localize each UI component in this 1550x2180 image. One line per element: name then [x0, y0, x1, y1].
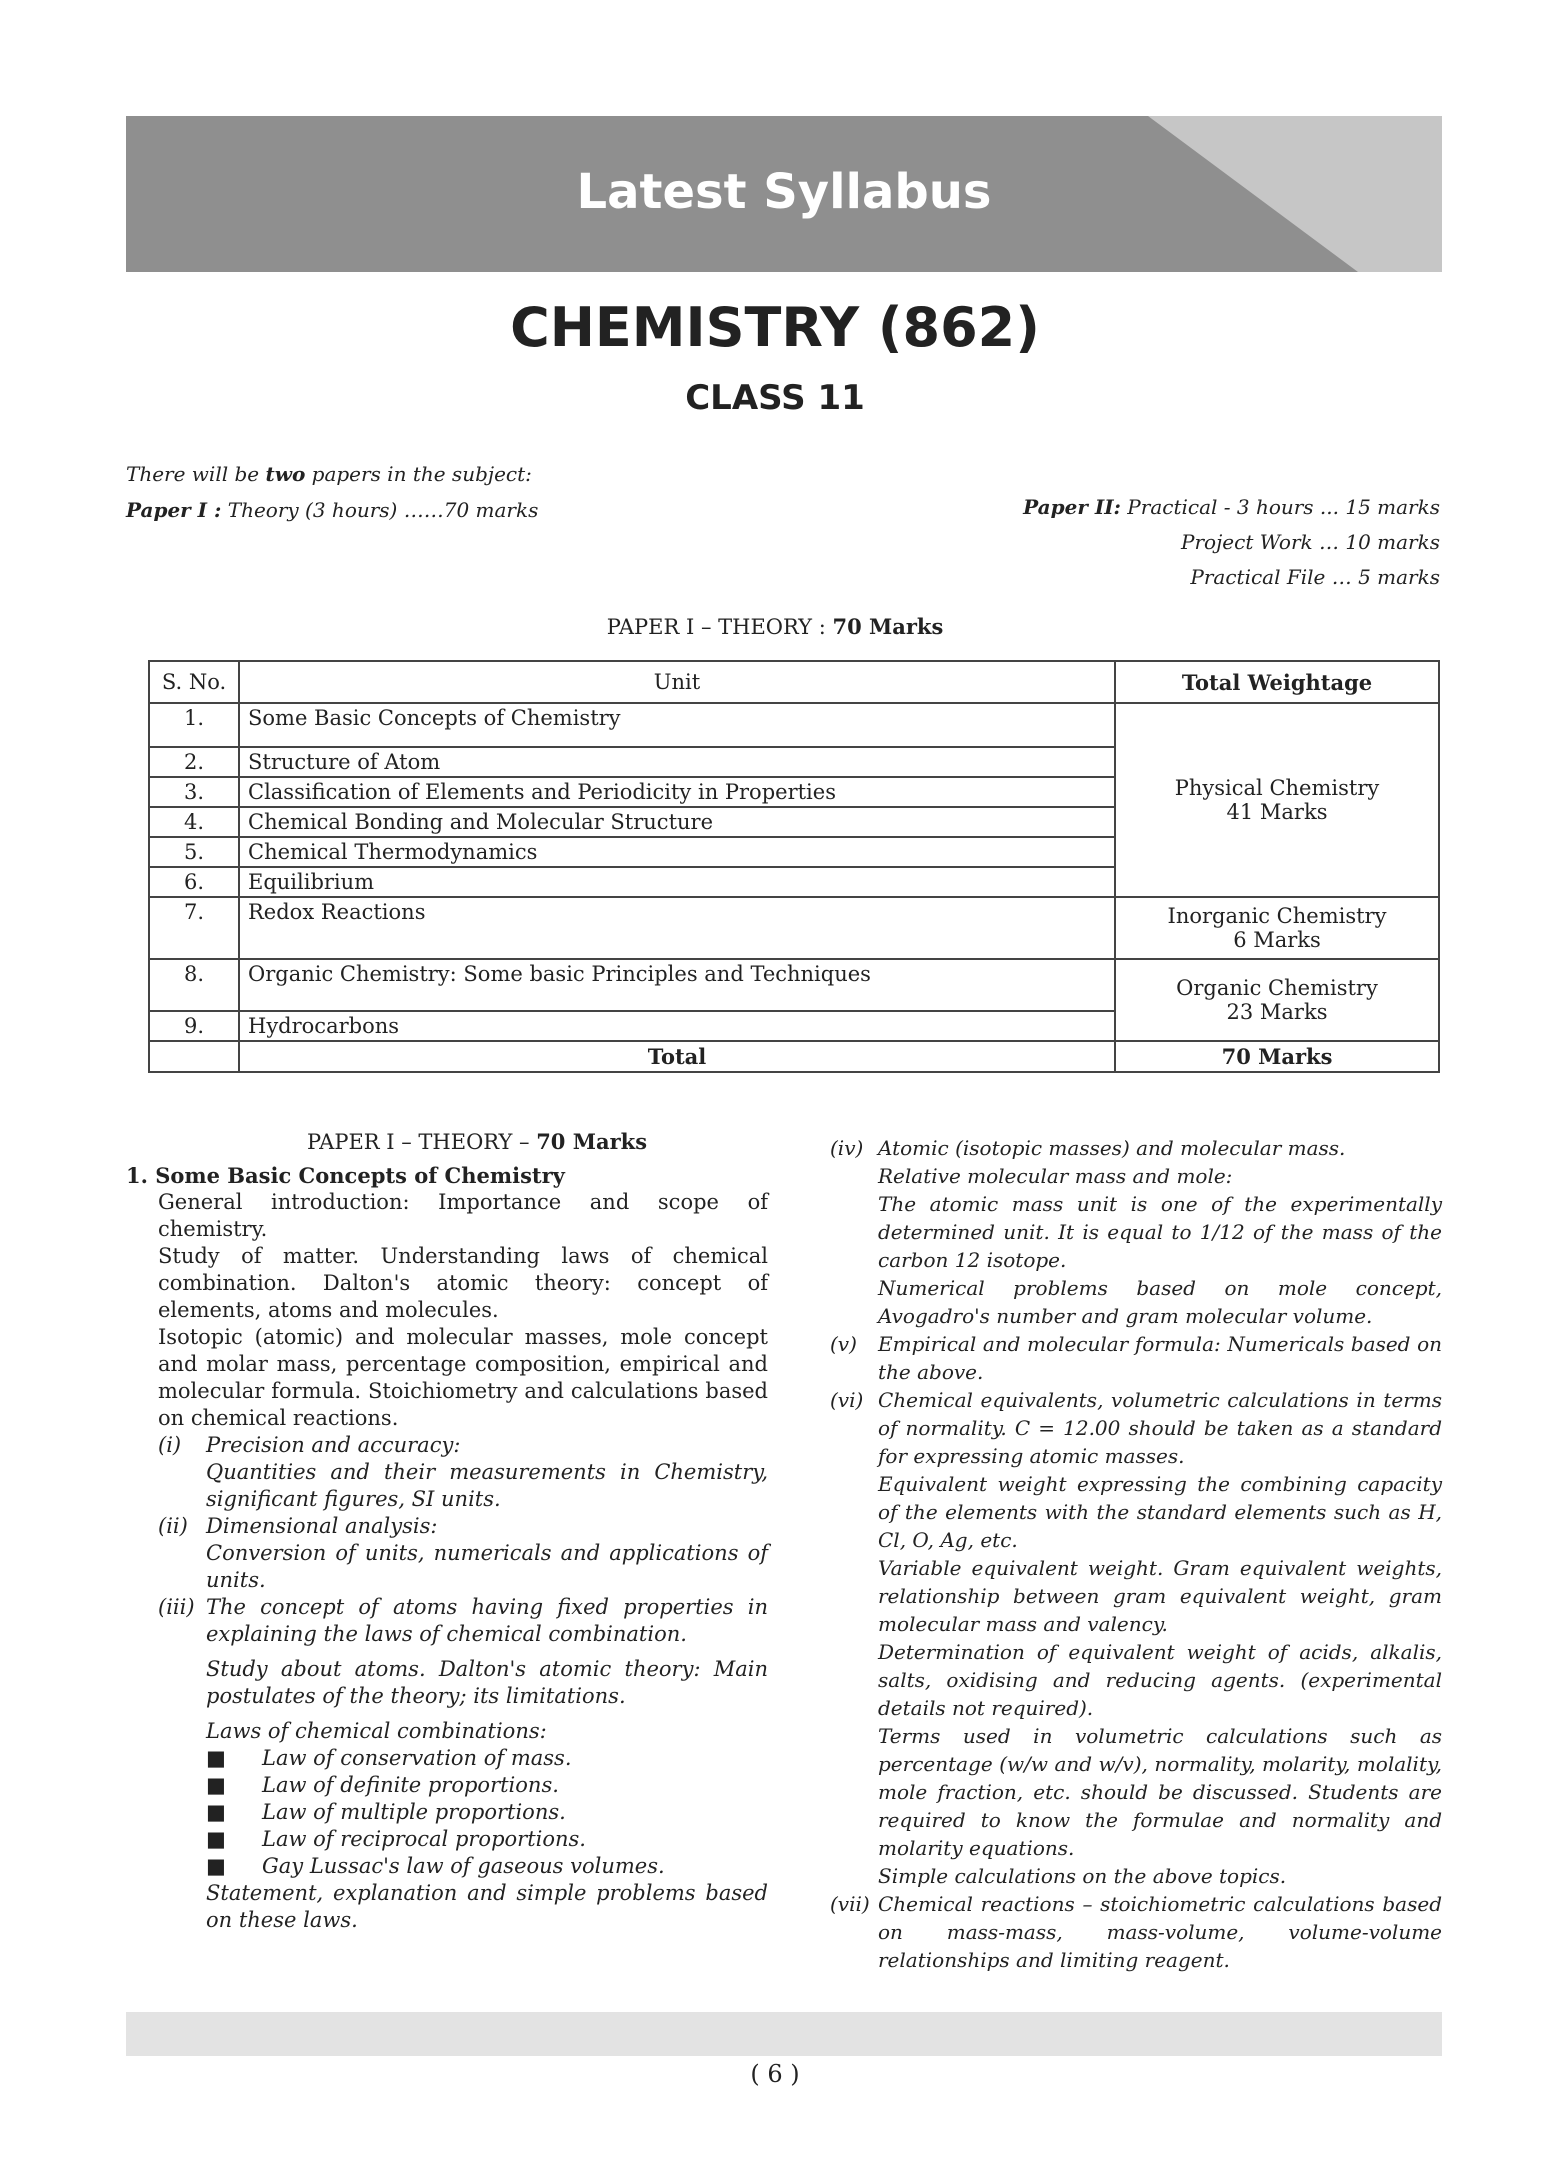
subtopic-body: Relative molecular mass and mole:	[878, 1164, 1233, 1188]
row-unit: Organic Chemistry: Some basic Principles and Techniques	[239, 959, 1115, 1011]
laws-title: Laws of chemical combinations:	[206, 1719, 547, 1743]
row-number: 2.	[149, 747, 239, 777]
page-title: CHEMISTRY (862)	[510, 296, 1040, 359]
weight-marks: 41 Marks	[1226, 800, 1328, 824]
list-item-text: Law of conservation of mass.	[262, 1746, 572, 1770]
caption-text: PAPER I – THEORY :	[606, 615, 833, 639]
weight-label: Organic Chemistry	[1176, 976, 1378, 1000]
caption-marks: 70 Marks	[832, 614, 944, 639]
papers-intro	[126, 456, 538, 528]
page-number: ( 6 )	[750, 2060, 800, 2088]
row-unit: Structure of Atom	[239, 747, 1115, 777]
paragraph: General introduction: Importance and scope of chemistry.	[158, 1190, 768, 1241]
row-unit: Hydrocarbons	[239, 1011, 1115, 1041]
subtopic-body: Variable equivalent weight. Gram equivalent weights, relationship between gram equivalent weight, gram molecular mass and valency.	[878, 1556, 1442, 1636]
subtopic-title: Chemical reactions – stoichiometric calculations based on mass-mass, mass-volume, volume-volume relationships and limiting reagent.	[878, 1892, 1442, 1972]
subtopic-title: Dimensional analysis:	[206, 1514, 438, 1538]
subtopic-body: Simple calculations on the above topics.	[878, 1864, 1287, 1888]
list-item-text: Gay Lussac's law of gaseous volumes.	[262, 1854, 665, 1878]
weight-marks: 23 Marks	[1226, 1000, 1328, 1024]
subtopic-ii	[158, 1513, 768, 1540]
subtopic-iii	[158, 1594, 768, 1648]
section-heading-marks: 70 Marks	[536, 1129, 648, 1154]
subtopic-number: (iv)	[830, 1136, 864, 1160]
laws-summary: Statement, explanation and simple problems based on these laws.	[206, 1881, 768, 1932]
paper2-line	[1023, 490, 1440, 525]
intro-text: There will be	[126, 462, 266, 486]
header-unit: Unit	[239, 661, 1115, 703]
weight-physical	[1115, 703, 1439, 897]
row-number: 8.	[149, 959, 239, 1011]
project-work: Project Work … 10 marks	[1181, 530, 1440, 554]
subtopic-number: (v)	[830, 1332, 857, 1356]
paper2-label: Paper II:	[1023, 495, 1121, 519]
paragraph: Study of matter. Understanding laws of chemical combination. Dalton's atomic theory: concept of elements, atoms and molecules.	[158, 1244, 768, 1322]
subtopic-v	[830, 1330, 1442, 1386]
subtopic-title: Empirical and molecular formula: Numericals based on the above.	[878, 1332, 1442, 1384]
subtopic-body: Study about atoms. Dalton's atomic theory: Main postulates of the theory; its limitations.	[206, 1657, 768, 1708]
subtopic-vi	[830, 1386, 1442, 1470]
total-value: 70 Marks	[1115, 1041, 1439, 1072]
subtopic-body: Equivalent weight expressing the combining capacity of the elements with the standard elements such as H, Cl, O, Ag, etc.	[878, 1472, 1442, 1552]
weight-marks: 6 Marks	[1233, 928, 1321, 952]
table-caption	[0, 614, 1550, 639]
list-item	[206, 1799, 768, 1826]
subtopic-body: Terms used in volumetric calculations such as percentage (w/w and w/v), normality, molarity, molality, mole fraction, etc. should be discussed. Students are required to know the formulae and normality and molarity equations.	[878, 1724, 1442, 1860]
row-unit: Chemical Thermodynamics	[239, 837, 1115, 867]
list-item	[206, 1826, 768, 1853]
class-title: CLASS 11	[685, 378, 865, 418]
topic-heading: 1. Some Basic Concepts of Chemistry	[126, 1163, 565, 1188]
table-row	[149, 959, 1439, 1011]
row-number: 1.	[149, 703, 239, 747]
paper2-info	[1023, 490, 1440, 595]
list-item	[206, 1853, 768, 1880]
subtopic-number: (vi)	[830, 1388, 864, 1412]
row-number: 9.	[149, 1011, 239, 1041]
header-weightage: Total Weightage	[1115, 661, 1439, 703]
paper1-line	[126, 492, 538, 528]
subtopic-body: The atomic mass unit is one of the experimentally determined unit. It is equal to 1/12 of the mass of the carbon 12 isotope.	[878, 1192, 1442, 1272]
table-header-row	[149, 661, 1439, 703]
section-heading	[186, 1128, 768, 1156]
subtopic-body: Numerical problems based on mole concept, Avogadro's number and gram molecular volume.	[878, 1276, 1442, 1328]
subtopic-body: Quantities and their measurements in Chemistry, significant figures, SI units.	[206, 1460, 768, 1511]
row-number: 7.	[149, 897, 239, 959]
intro-emphasis: two	[265, 462, 306, 486]
header-sno: S. No.	[149, 661, 239, 703]
subtopic-iv	[830, 1134, 1442, 1162]
subtopic-title: The concept of atoms having fixed properties in explaining the laws of chemical combination.	[206, 1595, 768, 1646]
paper1-text: Theory (3 hours) ……70 marks	[221, 498, 539, 522]
subtopic-body: Determination of equivalent weight of acids, alkalis, salts, oxidising and reducing agents. (experimental details not required).	[878, 1640, 1442, 1720]
subtopic-number: (i)	[158, 1433, 182, 1457]
table-row	[149, 703, 1439, 747]
bullet-icon: ■	[206, 1854, 226, 1878]
subtopic-number: (vii)	[830, 1892, 870, 1916]
list-item-text: Law of definite proportions.	[262, 1773, 559, 1797]
row-number: 5.	[149, 837, 239, 867]
footer-bar	[126, 2012, 1442, 2056]
row-unit: Chemical Bonding and Molecular Structure	[239, 807, 1115, 837]
subtopic-title: Precision and accuracy:	[206, 1433, 461, 1457]
weight-inorganic	[1115, 897, 1439, 959]
list-item	[206, 1772, 768, 1799]
left-column	[126, 1128, 768, 1934]
subtopic-title: Chemical equivalents, volumetric calculations in terms of normality. C = 12.00 should be taken as a standard for expressing atomic masses.	[878, 1388, 1442, 1468]
bullet-icon: ■	[206, 1773, 226, 1797]
list-item-text: Law of multiple proportions.	[262, 1800, 566, 1824]
total-empty	[149, 1041, 239, 1072]
bullet-icon: ■	[206, 1800, 226, 1824]
subtopic-i	[158, 1432, 768, 1459]
subtopic-number: (iii)	[158, 1595, 195, 1619]
syllabus-banner	[126, 116, 1442, 272]
table-total-row	[149, 1041, 1439, 1072]
row-number: 4.	[149, 807, 239, 837]
bullet-icon: ■	[206, 1827, 226, 1851]
subtopic-body: Conversion of units, numericals and applications of units.	[206, 1541, 768, 1592]
banner-title: Latest Syllabus	[576, 164, 992, 220]
bullet-icon: ■	[206, 1746, 226, 1770]
row-unit: Equilibrium	[239, 867, 1115, 897]
intro-text: papers in the subject:	[305, 462, 532, 486]
row-number: 3.	[149, 777, 239, 807]
list-item	[206, 1745, 768, 1772]
list-item-text: Law of reciprocal proportions.	[262, 1827, 586, 1851]
row-unit: Classification of Elements and Periodicity in Properties	[239, 777, 1115, 807]
table-row	[149, 897, 1439, 959]
weight-organic	[1115, 959, 1439, 1041]
row-unit: Redox Reactions	[239, 897, 1115, 959]
paper2-text: Practical - 3 hours ... 15 marks	[1120, 495, 1440, 519]
row-number: 6.	[149, 867, 239, 897]
intro-line	[126, 456, 538, 492]
practical-file: Practical File … 5 marks	[1190, 565, 1440, 589]
paper1-label: Paper I :	[126, 498, 222, 522]
subtopic-title: Atomic (isotopic masses) and molecular mass.	[878, 1136, 1346, 1160]
subtopic-number: (ii)	[158, 1514, 188, 1538]
weight-label: Inorganic Chemistry	[1167, 904, 1387, 928]
weight-label: Physical Chemistry	[1174, 776, 1380, 800]
section-heading-text: PAPER I – THEORY –	[306, 1130, 537, 1154]
syllabus-table	[148, 660, 1440, 1073]
row-unit: Some Basic Concepts of Chemistry	[239, 703, 1115, 747]
subtopic-vii	[830, 1890, 1442, 1974]
total-label: Total	[239, 1041, 1115, 1072]
paragraph: Isotopic (atomic) and molecular masses, mole concept and molar mass, percentage composition, empirical and molecular formula. Stoichiometry and calculations based on chemical reactions.	[158, 1325, 768, 1430]
right-column	[830, 1134, 1442, 1974]
